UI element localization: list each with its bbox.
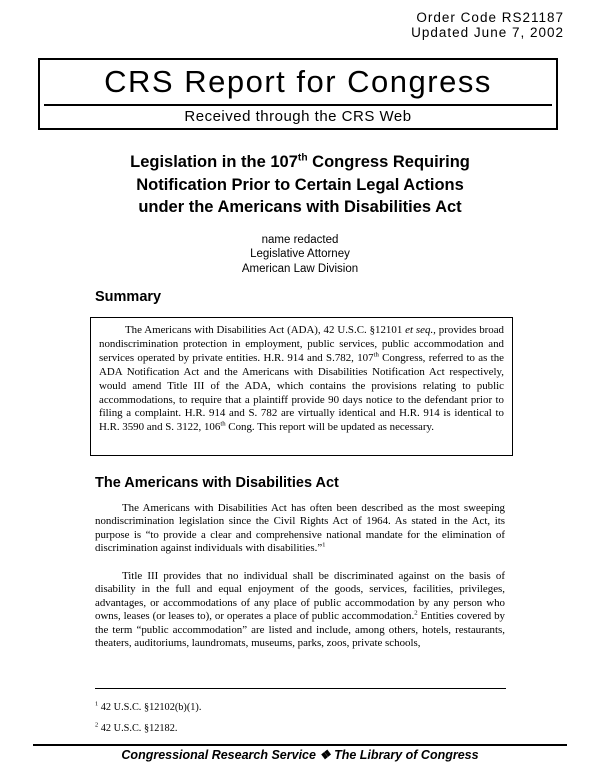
- footnotes: [95, 701, 505, 743]
- author-role: Legislative Attorney: [250, 248, 350, 261]
- summary-superscript-106th: th: [220, 420, 226, 428]
- title-line1-superscript: th: [297, 152, 308, 164]
- section-heading-ada: The Americans with Disabilities Act: [95, 475, 339, 491]
- summary-text-4: Cong. This report will be updated as necessary.: [225, 421, 434, 434]
- document-title-line-3: under the Americans with Disabilities Act: [138, 198, 462, 216]
- paragraph-2-text-2: Entities covered by the term “public accommodation” are listed and include, among others, hotels, restaurants, theaters, auditoriums, laundromats, museums, parks, zoos, private schools,: [95, 610, 505, 650]
- footer-rule: [33, 744, 567, 746]
- order-code-block: [411, 10, 564, 40]
- summary-text-1: The Americans with Disabilities Act (ADA), 42 U.S.C. §12101: [125, 324, 406, 336]
- order-code: Order Code RS21187: [416, 10, 564, 25]
- document-title-line-1: [0, 151, 600, 174]
- paragraph-2-text-1: Title III provides that no individual shall be discriminated against on the basis of disability in the full and equal enjoyment of the goods, services, facilities, privileges, advantages, or accommodations of any place of public accommodation by any person who owns, leases (or leases to), or operates a place of public accommodation.: [95, 570, 505, 623]
- summary-paragraph: [99, 324, 504, 435]
- footnote-2: [95, 722, 505, 735]
- footnote-1: [95, 701, 505, 714]
- footnote-reference-2: 2: [414, 609, 418, 617]
- summary-text-3: Congress, referred to as the ADA Notification Act and the Americans with Disabilities Notification Act respectively, would amend Title III of the ADA, which contains the provisions relating to public accommodations, to require that a plaintiff provide 90 days notice to the defendant prior to filing a complaint. H.R. 914 and S. 782 are virtually identical and H.R. 914 is identical to H.R. 3590 and S. 3122, 106: [99, 351, 504, 434]
- summary-superscript-107th: th: [373, 351, 379, 359]
- masthead-title: CRS Report for Congress: [104, 64, 492, 99]
- author-name: name redacted: [261, 234, 339, 246]
- body-paragraph-2: [95, 570, 505, 650]
- footer-imprint: Congressional Research Service ❖ The Library of Congress: [121, 748, 479, 762]
- footnote-reference-1: 1: [322, 541, 326, 549]
- updated-date: Updated June 7, 2002: [411, 25, 564, 40]
- summary-heading: Summary: [95, 289, 162, 305]
- footnote-2-text: 42 U.S.C. §12182.: [98, 723, 178, 734]
- author-division: American Law Division: [241, 262, 359, 275]
- footnote-1-number: 1: [95, 700, 99, 708]
- footnote-1-text: 42 U.S.C. §12102(b)(1).: [98, 702, 202, 713]
- author-block: [0, 233, 600, 276]
- title-line1-post: Congress Requiring: [307, 153, 470, 171]
- title-line1-pre: Legislation in the 107: [130, 153, 298, 171]
- footnote-separator-rule: [95, 688, 506, 689]
- masthead-box: [38, 58, 558, 130]
- document-title: [0, 151, 600, 219]
- summary-text-2: provides broad nondiscrimination protection in employment, public services, public accommodation and services operated by private entities. H.R. 914 and S.782, 107: [99, 324, 505, 364]
- masthead-subtitle: Received through the CRS Web: [184, 108, 412, 125]
- footnote-2-number: 2: [95, 721, 99, 729]
- paragraph-1-text: The Americans with Disabilities Act has often been described as the most sweeping nondiscrimination legislation since the Civil Rights Act of 1964. As stated in the Act, its purpose is “to provide a clear and comprehensive national mandate for the elimination of discrimination against individuals with disabilities.”: [95, 502, 505, 555]
- body-paragraph-1: [95, 502, 505, 556]
- summary-italic-et-seq: et seq.,: [405, 324, 436, 336]
- document-title-line-2: Notification Prior to Certain Legal Actions: [136, 175, 464, 194]
- summary-box: [90, 317, 513, 456]
